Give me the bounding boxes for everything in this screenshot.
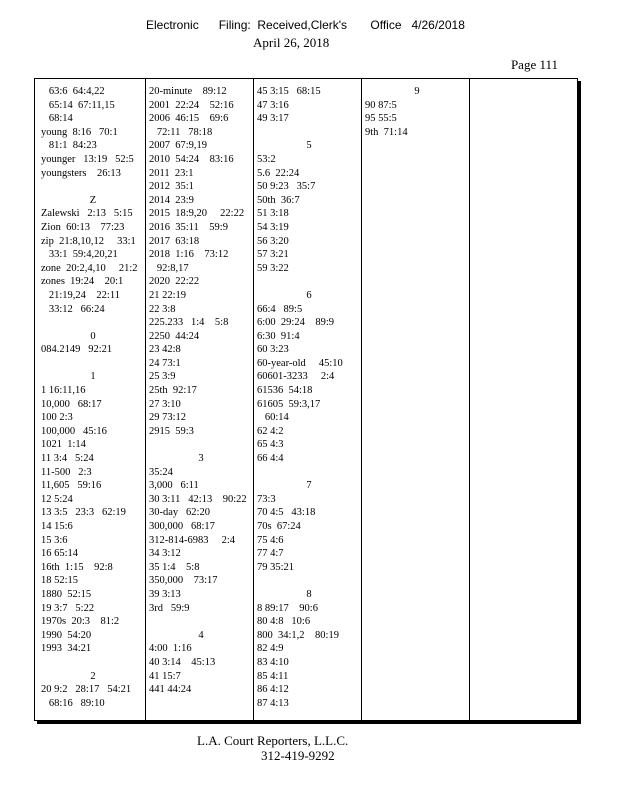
index-entry: 2006 46:15 69:6 [149, 113, 229, 125]
index-entry: 10,000 68:17 [41, 398, 102, 410]
index-entry: 11 3:4 5:24 [41, 453, 94, 465]
index-entry: 22 3:8 [149, 303, 176, 315]
index-entry: 47 3:16 [257, 99, 289, 111]
index-entry: 33:1 59:4,20,21 [41, 249, 118, 261]
index-entry: 50th 36:7 [257, 194, 300, 206]
index-entry: 350,000 73:17 [149, 575, 218, 587]
index-entry: 21 22:19 [149, 289, 187, 301]
index-entry: 35 1:4 5:8 [149, 561, 200, 573]
index-section-letter: 1 [90, 371, 96, 383]
index-entry: 62 4:2 [257, 425, 284, 437]
filing-stamp: Electronic Filing: Received,Clerk's Office 4/26/2018 [146, 18, 465, 32]
index-entry: 66 4:4 [257, 453, 284, 465]
index-entry: 65:14 67:11,15 [41, 99, 115, 111]
index-entry: 16th 1:15 92:8 [41, 561, 113, 573]
index-entry: 2018 1:16 73:12 [149, 249, 229, 261]
index-entry: 25 3:9 [149, 371, 176, 383]
index-entry [257, 275, 361, 289]
index-entry: 084.2149 92:21 [41, 344, 113, 356]
index-entry: 1021 1:14 [41, 439, 86, 451]
index-entry [257, 574, 361, 588]
index-entry [41, 316, 145, 330]
index-entry [41, 656, 145, 670]
index-table [34, 78, 578, 721]
index-entry: 25th 92:17 [149, 385, 197, 397]
index-entry: Zalewski 2:13 5:15 [41, 208, 133, 220]
index-section-letter: 3 [198, 453, 204, 465]
index-column-1 [41, 85, 145, 716]
index-entry: 300,000 68:17 [149, 521, 215, 532]
index-entry: young 8:16 70:1 [41, 126, 118, 138]
index-section-letter: 7 [306, 480, 312, 492]
index-entry: youngsters 26:13 [41, 167, 121, 179]
index-entry: 41 15:7 [149, 670, 181, 682]
index-entry: 61536 54:18 [257, 385, 313, 397]
index-entry: 82 4:9 [257, 643, 284, 655]
index-entry: 3rd 59:9 [149, 602, 190, 614]
index-entry: 60-year-old 45:10 [257, 357, 343, 369]
index-entry: 73:3 [257, 493, 276, 505]
index-entry: 2010 54:24 83:16 [149, 153, 234, 165]
index-column-4 [365, 85, 469, 716]
index-entry: 1970s 20:3 81:2 [41, 616, 120, 628]
index-entry: 100,000 45:16 [41, 425, 107, 437]
index-entry: 63:6 64:4,22 [41, 86, 105, 97]
index-entry: 21:19,24 22:11 [41, 289, 120, 301]
index-entry: 87 4:13 [257, 697, 289, 709]
index-section-letter: 9 [414, 86, 420, 97]
filing-date: April 26, 2018 [253, 35, 330, 50]
index-entry [149, 615, 253, 629]
index-entry: 72:11 78:18 [149, 126, 213, 138]
index-entry: 30-day 62:20 [149, 507, 210, 519]
index-entry: 2001 22:24 52:16 [149, 99, 234, 111]
index-entry: 2915 59:3 [149, 425, 194, 437]
index-entry: 39 3:13 [149, 588, 181, 600]
page-number: Page 111 [510, 57, 558, 72]
index-entry: 45 3:15 68:15 [257, 86, 321, 97]
index-entry: 12 5:24 [41, 493, 73, 505]
index-entry: 6:30 91:4 [257, 330, 300, 342]
index-entry: 3,000 6:11 [149, 480, 199, 492]
index-entry: 34 3:12 [149, 548, 181, 560]
index-entry: 54 3:19 [257, 221, 289, 233]
index-entry: 9th 71:14 [365, 126, 408, 138]
index-entry: 85 4:11 [257, 670, 289, 682]
index-section-letter: 2 [90, 670, 96, 682]
index-entry: 80 4:8 10:6 [257, 616, 311, 628]
index-entry: 53:2 [257, 153, 276, 165]
index-entry: 2015 18:9,20 22:22 [149, 208, 245, 220]
index-entry: 15 3:6 [41, 534, 68, 546]
index-entry [41, 180, 145, 194]
index-entry [257, 466, 361, 480]
index-entry: 66:4 89:5 [257, 303, 303, 315]
index-entry: Zion 60:13 77:23 [41, 221, 125, 233]
index-entry: 60:14 [257, 412, 289, 424]
index-entry: 75 4:6 [257, 534, 284, 546]
column-divider [361, 79, 362, 720]
index-entry: 11,605 59:16 [41, 480, 102, 492]
index-entry: 13 3:5 23:3 62:19 [41, 507, 126, 519]
index-entry: 77 4:7 [257, 548, 284, 560]
column-divider [145, 79, 146, 720]
index-entry: 30 3:11 42:13 90:22 [149, 493, 247, 505]
index-entry: 2016 35:11 59:9 [149, 221, 228, 233]
index-entry: 1990 54:20 [41, 629, 92, 641]
index-entry: 81:1 84:23 [41, 140, 97, 152]
index-entry: 70s 67:24 [257, 521, 301, 532]
index-entry: 20 9:2 28:17 54:21 [41, 684, 132, 696]
index-column-2 [149, 85, 253, 716]
index-entry: 51 3:18 [257, 208, 289, 220]
index-entry: 29 73:12 [149, 412, 187, 424]
index-entry: 1993 34:21 [41, 643, 92, 655]
index-entry: 40 3:14 45:13 [149, 656, 216, 668]
index-entry: 50 9:23 35:7 [257, 181, 316, 193]
index-entry: 57 3:21 [257, 249, 289, 261]
index-entry: 56 3:20 [257, 235, 289, 247]
index-entry: 2014 23:9 [149, 194, 194, 206]
index-entry: 2012 35:1 [149, 181, 194, 193]
index-entry: 225.233 1:4 5:8 [149, 317, 229, 329]
column-divider [253, 79, 254, 720]
index-entry: 19 3:7 5:22 [41, 602, 95, 614]
index-entry [257, 126, 361, 140]
index-section-letter: 6 [306, 289, 312, 301]
index-entry: 49 3:17 [257, 113, 289, 125]
reporter-phone: 312-419-9292 [261, 748, 335, 763]
index-section-letter: 5 [306, 140, 312, 152]
index-entry: 312-814-6983 2:4 [149, 534, 236, 546]
index-entry: 68:16 89:10 [41, 697, 105, 709]
index-section-letter: 0 [90, 330, 96, 342]
index-entry: zones 19:24 20:1 [41, 276, 124, 288]
index-entry: 60601-3233 2:4 [257, 371, 335, 383]
index-column-5 [473, 85, 573, 716]
index-entry: 441 44:24 [149, 684, 192, 696]
index-entry: 60 3:23 [257, 344, 289, 356]
index-entry: 100 2:3 [41, 412, 73, 424]
index-entry: 83 4:10 [257, 656, 289, 668]
index-entry: 33:12 66:24 [41, 303, 105, 315]
index-entry: 90 87:5 [365, 99, 397, 111]
index-section-letter: Z [89, 194, 97, 206]
index-entry: 61605 59:3,17 [257, 398, 321, 410]
index-entry: 95 55:5 [365, 113, 397, 125]
index-entry: 1 16:11,16 [41, 385, 86, 397]
reporter-company: L.A. Court Reporters, L.L.C. [197, 733, 349, 748]
index-entry: 86 4:12 [257, 684, 289, 696]
index-entry: 65 4:3 [257, 439, 284, 451]
index-entry: 2011 23:1 [149, 167, 194, 179]
index-entry: 79 35:21 [257, 561, 295, 573]
index-entry: 24 73:1 [149, 357, 181, 369]
index-entry: 1880 52:15 [41, 588, 92, 600]
index-entry: 2017 63:18 [149, 235, 200, 247]
index-entry: 68:14 [41, 113, 73, 125]
index-entry: 4:00 1:16 [149, 643, 192, 655]
index-entry: 92:8,17 [149, 262, 189, 274]
index-entry: 23 42:8 [149, 344, 181, 356]
index-entry: 2007 67:9,19 [149, 140, 208, 152]
index-entry: 2250 44:24 [149, 330, 200, 342]
index-entry: 6:00 29:24 89:9 [257, 317, 335, 329]
column-divider [469, 79, 470, 720]
index-entry: 59 3:22 [257, 262, 289, 274]
index-entry: 18 52:15 [41, 575, 79, 587]
index-section-letter: 8 [306, 588, 312, 600]
index-entry: 800 34:1,2 80:19 [257, 629, 339, 641]
index-entry [149, 438, 253, 452]
index-entry: 20-minute 89:12 [149, 86, 227, 97]
index-entry [41, 357, 145, 371]
index-entry: 16 65:14 [41, 548, 79, 560]
index-entry: 27 3:10 [149, 398, 181, 410]
index-section-letter: 4 [198, 629, 204, 641]
index-entry: zone 20:2,4,10 21:2 [41, 262, 138, 274]
index-entry: 8 89:17 90:6 [257, 602, 318, 614]
index-column-3 [257, 85, 361, 716]
index-entry: 35:24 [149, 466, 173, 478]
index-entry: younger 13:19 52:5 [41, 153, 134, 165]
index-entry: 2020 22:22 [149, 276, 200, 288]
index-entry: 11-500 2:3 [41, 466, 92, 478]
index-entry: 70 4:5 43:18 [257, 507, 316, 519]
index-entry: 5.6 22:24 [257, 167, 300, 179]
index-entry: zip 21:8,10,12 33:1 [41, 235, 136, 247]
index-entry: 14 15:6 [41, 521, 73, 532]
